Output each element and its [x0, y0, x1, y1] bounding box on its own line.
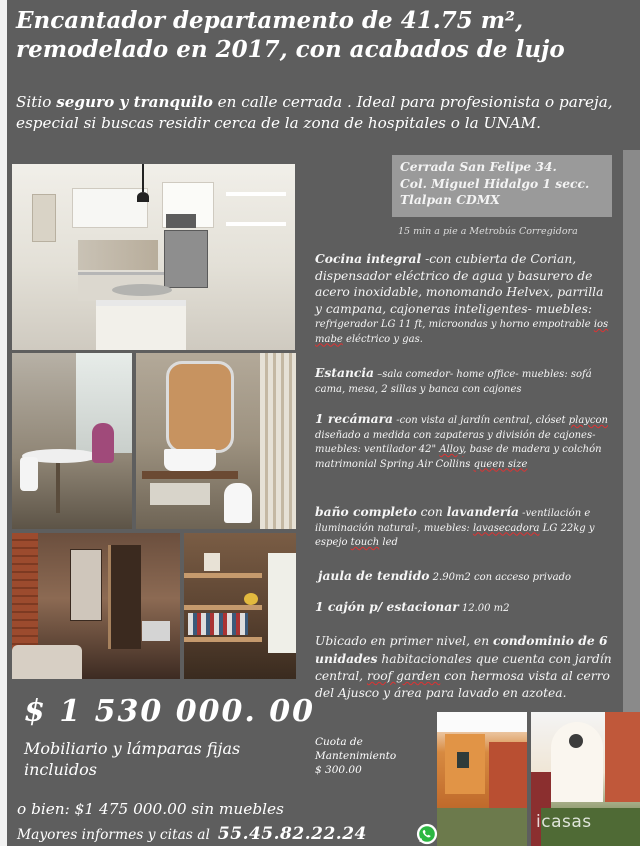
bath-text-a: -ventilación e iluminación natural-, muebles:	[315, 508, 591, 534]
living-room-photo	[12, 533, 180, 679]
dining-photo	[12, 353, 132, 529]
parking-title: 1 cajón p/ estacionar	[315, 599, 459, 614]
bedroom-text-a: -con vista al jardín central, clóset	[393, 415, 569, 426]
cuota-line-2: Mantenimiento	[315, 750, 397, 762]
kitchen-text-b: refrigerador LG 11 ft, microondas y horno empotrable	[315, 319, 594, 330]
bathroom-description	[315, 505, 613, 551]
bedroom-text-f: queen size	[473, 458, 528, 470]
bath-text-b: lavasecadora	[472, 522, 540, 534]
bath-text-d: touch	[350, 537, 380, 548]
parking-description	[315, 600, 613, 617]
bath-title: baño completo	[315, 504, 417, 519]
parking-text: 12.00 m2	[458, 603, 510, 614]
exterior-photo-1	[437, 712, 527, 846]
location-description	[315, 632, 613, 702]
jaula-text: 2.90m2 con acceso privado	[429, 572, 572, 583]
estancia-description	[315, 366, 613, 397]
cuota-line-1: Cuota de	[315, 736, 363, 748]
kitchen-text-c: ios mabe	[315, 319, 609, 345]
maintenance-fee	[315, 735, 425, 777]
intro-part-2: en calle cerrada . Ideal para profesionista o pareja, especial si buscas residir cerca de la zona de hospitales o la UNAM.	[16, 93, 613, 132]
location-text-a: Ubicado en primer nivel, en	[315, 634, 494, 648]
bath-text-c: LG 22kg y espejo	[315, 522, 595, 548]
laundry-title: lavandería	[446, 504, 519, 519]
price: $ 1 530 000. 00	[24, 694, 315, 729]
bedroom-text-e: , base de madera y colchón matrimonial Spring Air Collins	[315, 444, 602, 470]
furnishing-note: Mobiliario y lámparas fijas incluidos	[24, 739, 241, 779]
title-line-2: remodelado en 2017, con acabados de lujo	[16, 36, 565, 63]
location-text-c: habitacionales que cuenta con jardín central,	[315, 652, 612, 683]
intro-text	[16, 92, 628, 134]
metro-distance: 15 min a pie a Metrobús Corregidora	[398, 226, 578, 237]
bedroom-title: 1 recámara	[315, 411, 394, 426]
bookshelf-photo	[184, 533, 296, 679]
kitchen-title: Cocina integral	[315, 251, 422, 266]
location-text-e: con hermosa vista al cerro del Ajusco y área para lavado en azotea.	[315, 669, 610, 700]
contact-line	[17, 824, 367, 844]
phone-number[interactable]: 55.45.82.22.24	[217, 824, 367, 844]
bedroom-text-c: diseñado a medida con zapateras y división de cajones- muebles: ventilador 42"	[315, 429, 596, 455]
address-line-2: Col. Miguel Hidalgo 1 secc.	[400, 175, 590, 191]
contact-label: Mayores informes y citas al	[17, 827, 210, 843]
intro-part-1: Sitio	[16, 93, 57, 111]
address-line-3: Tlalpan CDMX	[400, 192, 500, 207]
address-line-1: Cerrada San Felipe 34.	[400, 159, 557, 174]
bath-text-e: led	[379, 537, 398, 548]
estancia-title: Estancia	[315, 365, 375, 380]
listing-title	[16, 6, 616, 64]
cuota-amount: $ 300.00	[315, 764, 362, 776]
jaula-title: jaula de tendido	[318, 568, 430, 583]
bathroom-photo	[136, 353, 296, 529]
intro-bold: seguro y tranquilo	[56, 93, 213, 111]
bedroom-text-d: Alloy	[439, 444, 464, 455]
location-roof-garden: roof garden	[367, 669, 441, 683]
whatsapp-icon[interactable]	[416, 823, 438, 845]
icasas-watermark: icasas	[536, 812, 592, 832]
jaula-description	[318, 569, 616, 586]
bedroom-description	[315, 412, 613, 472]
bath-con: con	[416, 505, 447, 519]
kitchen-description	[315, 252, 613, 347]
kitchen-photo	[12, 164, 295, 350]
title-line-1: Encantador departamento de 41.75 m²,	[16, 7, 524, 34]
address-box	[392, 155, 612, 217]
estancia-text: –sala comedor- home office- muebles: sofá cama, mesa, 2 sillas y banca con cajones	[315, 369, 592, 395]
location-bold: condominio de 6 unidades	[315, 633, 608, 666]
kitchen-text-d: eléctrico y gas.	[342, 333, 423, 345]
left-margin-strip	[0, 0, 7, 846]
alternative-price: o bien: $1 475 000.00 sin muebles	[17, 800, 284, 818]
kitchen-text-a: -con cubierta de Corian, dispensador eléctrico de agua y basurero de acero inoxidable, monomando Helvex, parrilla y campana, cajoneras inteligentes- muebles:	[315, 252, 604, 316]
bedroom-text-b: playcon	[568, 415, 608, 426]
